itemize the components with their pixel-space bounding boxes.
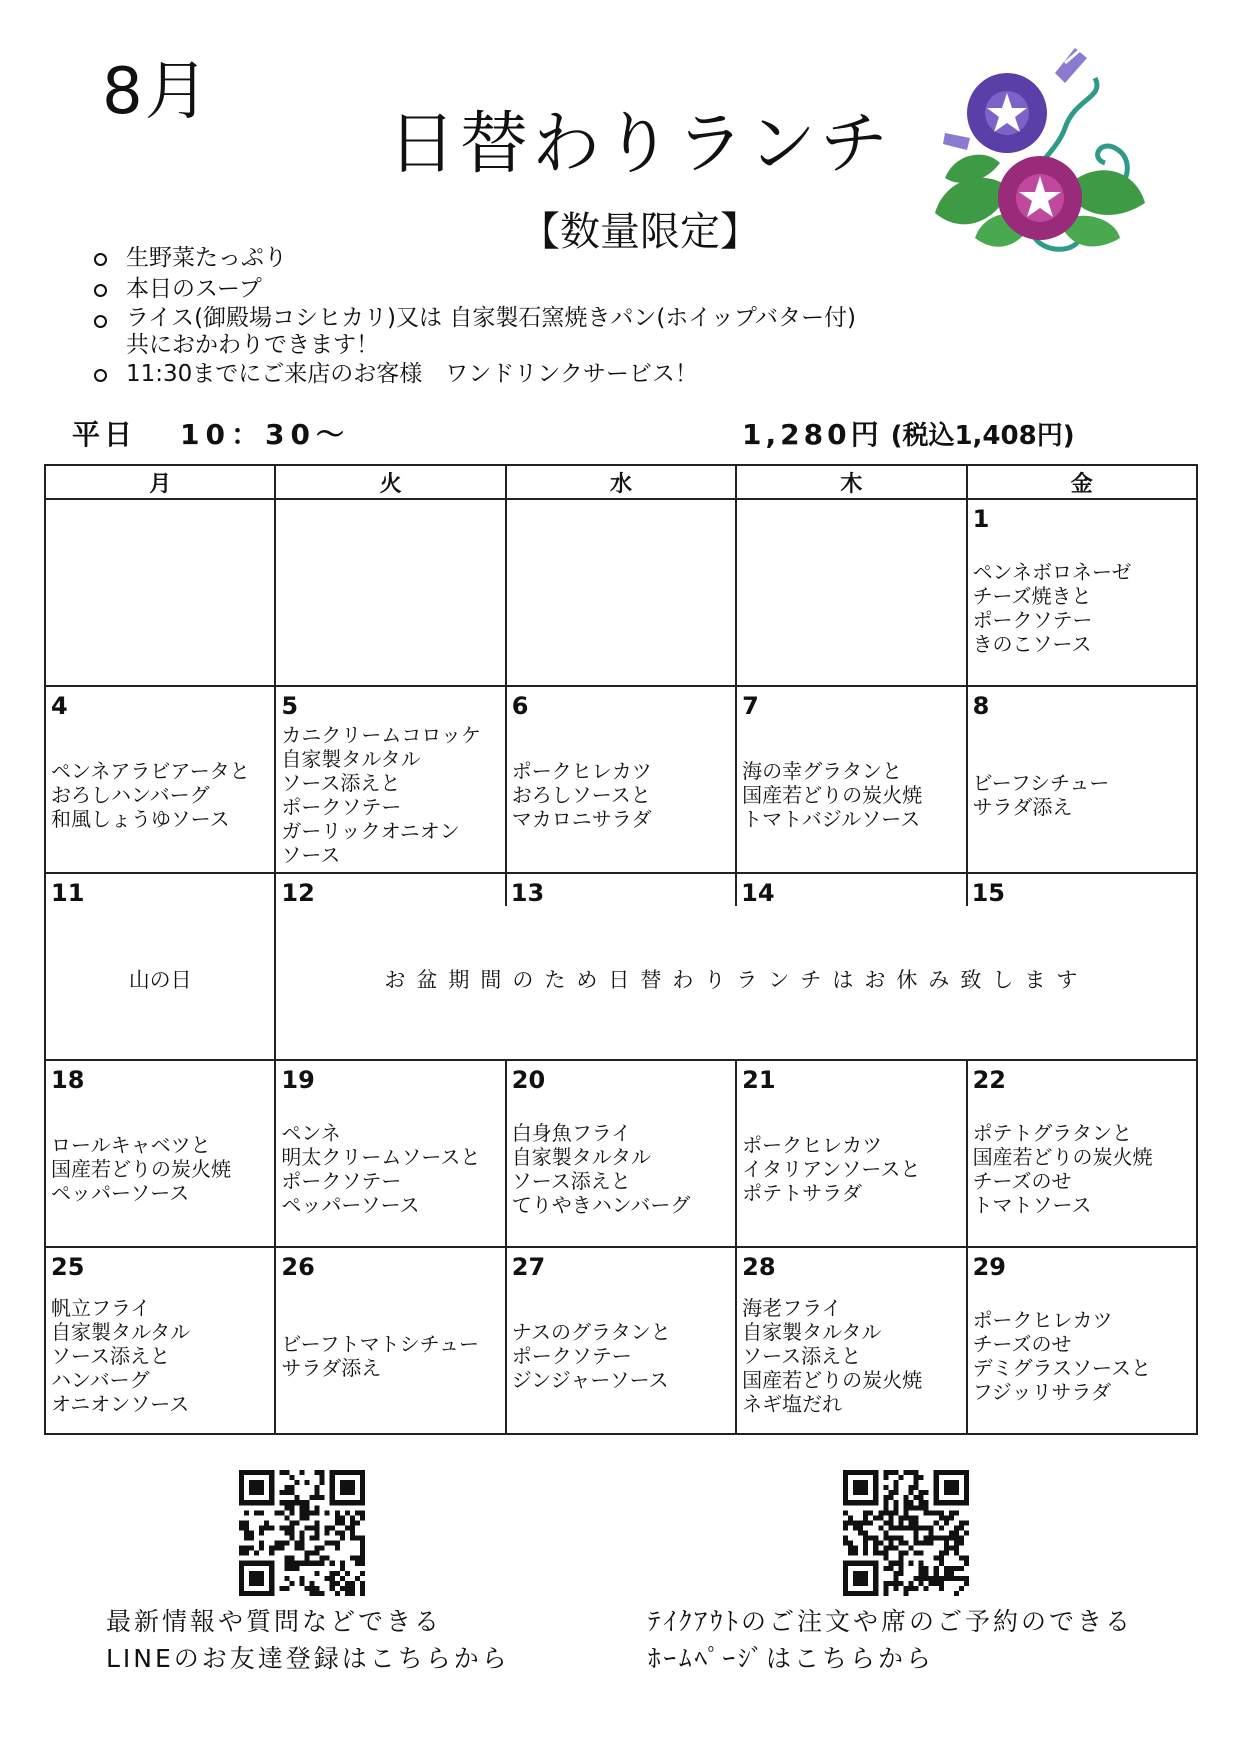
day-number: 29 [972, 1253, 1006, 1281]
feature-item: ライス(御殿場コシヒカリ)又は 自家製石窯焼きパン(ホイップバター付) 共におかわりできます！ [92, 305, 856, 359]
menu-line: ソース添えと [51, 1343, 170, 1368]
day-divider [966, 874, 968, 906]
day-number: 22 [972, 1066, 1006, 1094]
calendar-day-cell [967, 686, 1197, 873]
hours-label [72, 413, 350, 453]
day-number: 12 [281, 879, 315, 907]
calendar-day-cell [736, 1060, 966, 1247]
weekday-header: 月 [45, 465, 275, 499]
menu-line: 白身魚フライ [511, 1120, 632, 1145]
lunch-calendar [44, 464, 1198, 1435]
day-divider [735, 874, 737, 906]
menu-text [742, 1061, 963, 1246]
menu-line: ソース添えと [742, 1343, 862, 1368]
calendar-day-cell [506, 1060, 736, 1247]
menu-line: 自家製タルタル [281, 746, 421, 771]
day-number: 21 [742, 1066, 776, 1094]
features-list [92, 243, 856, 390]
menu-line: 明太クリームソースと [281, 1144, 481, 1169]
menu-line: チーズのせ [972, 1331, 1072, 1356]
calendar-day-cell [967, 1060, 1197, 1247]
menu-text [742, 687, 963, 872]
weekday-header: 火 [275, 465, 505, 499]
day-number: 28 [742, 1253, 776, 1281]
calendar-day-cell [275, 686, 505, 873]
day-number: 8 [972, 692, 990, 720]
menu-text [973, 687, 1194, 872]
weekday-header: 水 [506, 465, 736, 499]
homepage-caption-line1: ﾃｲｸｱｳﾄのご注文や席のご予約のできる [648, 1607, 1134, 1636]
menu-line: 自家製タルタル [51, 1319, 191, 1344]
menu-line: ナスのグラタンと [511, 1319, 671, 1344]
menu-line: ポークヒレカツ [972, 1307, 1113, 1332]
calendar-day-cell [45, 1247, 275, 1434]
day-number: 20 [511, 1066, 546, 1094]
day-number: 15 [971, 879, 1005, 907]
start-time: 10：30〜 [180, 418, 350, 451]
menu-line: ビーフトマトシチュー [281, 1331, 479, 1356]
feature-item: 生野菜たっぷり [92, 243, 856, 274]
menu-text [973, 1061, 1194, 1246]
menu-line: ポテトサラダ [742, 1180, 862, 1205]
day-divider [505, 874, 507, 906]
menu-line: デミグラスソースと [972, 1355, 1151, 1380]
calendar-day-cell [736, 1247, 966, 1434]
price-label [742, 413, 1075, 453]
menu-text [51, 1061, 272, 1246]
menu-line: 自家製タルタル [511, 1144, 651, 1169]
line-caption-line2: LINEのお友達登録はこちらから [106, 1644, 510, 1673]
day-number: 7 [742, 692, 759, 720]
calendar-day-cell [45, 499, 275, 686]
menu-line: 和風しょうゆソース [51, 806, 230, 831]
menu-line: きのこソース [972, 631, 1092, 656]
calendar-day-cell [736, 686, 966, 873]
limited-quantity-label: 【数量限定】 [520, 209, 760, 255]
menu-line: 国産若どりの炭火焼 [972, 1144, 1153, 1169]
calendar-day-cell [275, 1060, 505, 1247]
weekday-header: 木 [736, 465, 966, 499]
menu-line: てりやきハンバーグ [511, 1192, 691, 1217]
menu-text [51, 687, 272, 872]
calendar-day-cell [736, 499, 966, 686]
menu-line: ペッパーソース [51, 1180, 190, 1205]
day-number: 19 [281, 1066, 315, 1094]
menu-line: トマトソース [972, 1192, 1092, 1217]
menu-line: ソース添えと [511, 1168, 631, 1193]
menu-line: 帆立フライ [51, 1295, 151, 1320]
menu-text [742, 1248, 963, 1433]
menu-text [51, 1248, 272, 1433]
menu-line: ソース [281, 842, 341, 867]
day-number: 6 [511, 692, 529, 720]
morning-glory-icon [915, 38, 1165, 263]
menu-line: ソース添えと [281, 770, 401, 795]
day-number: 1 [972, 505, 990, 533]
menu-line: ポークソテー [972, 607, 1093, 632]
calendar-week-row [45, 499, 1197, 686]
menu-line: 国産若どりの炭火焼 [51, 1156, 231, 1181]
calendar-day-cell [506, 1247, 736, 1434]
calendar-day-cell [45, 686, 275, 873]
calendar-day-cell [506, 686, 736, 873]
calendar-week-row [45, 686, 1197, 873]
menu-line: ハンバーグ [51, 1367, 150, 1392]
calendar-day-cell [967, 1247, 1197, 1434]
menu-line: ペンネ [281, 1120, 341, 1145]
day-number: 26 [281, 1253, 315, 1281]
calendar-day-cell [506, 873, 736, 1060]
menu-line: 海の幸グラタンと [742, 758, 902, 783]
calendar-week-row [45, 1060, 1197, 1247]
calendar-day-cell [736, 873, 966, 1060]
menu-line: ペンネボロネーゼ [972, 559, 1132, 584]
calendar-day-cell [275, 1247, 505, 1434]
calendar-day-cell [275, 499, 505, 686]
menu-line: ネギ塩だれ [742, 1391, 843, 1416]
menu-line: 自家製タルタル [742, 1319, 882, 1344]
day-number: 18 [51, 1066, 85, 1094]
day-number: 5 [281, 692, 299, 720]
homepage-caption-line2: ﾎｰﾑﾍﾟｰｼﾞはこちらから [648, 1644, 935, 1673]
menu-line: サラダ添え [972, 794, 1073, 819]
weekday-label: 平日 [72, 418, 137, 451]
menu-line: イタリアンソースと [742, 1156, 921, 1181]
menu-text [281, 687, 502, 872]
menu-line: チーズ焼きと [972, 583, 1092, 608]
menu-line: トマトバジルソース [742, 806, 921, 831]
feature-item: 本日のスープ [92, 274, 856, 305]
menu-line: サラダ添え [281, 1355, 382, 1380]
calendar-day-cell [506, 499, 736, 686]
menu-line: おろしソースと [511, 782, 651, 807]
calendar-week-row [45, 1247, 1197, 1434]
homepage-caption [648, 1603, 1133, 1677]
menu-text [973, 1248, 1194, 1433]
menu-text [281, 1248, 502, 1433]
day-number: 13 [510, 879, 545, 907]
weekday-header: 金 [967, 465, 1197, 499]
menu-line: ポークヒレカツ [511, 758, 652, 783]
menu-line: ロールキャベツと [51, 1132, 211, 1157]
calendar-day-cell [45, 873, 275, 1060]
month-label: 8月 [102, 55, 211, 129]
menu-line: ペンネアラビアータと [51, 758, 250, 783]
menu-text [512, 1248, 733, 1433]
line-caption-line1: 最新情報や質問などできる [106, 1607, 443, 1636]
line-qr-code-icon[interactable] [234, 1470, 370, 1596]
holiday-label: 山の日 [128, 968, 192, 992]
price-tax: (税込1,408円) [890, 421, 1075, 451]
menu-line: ポークソテー [281, 794, 402, 819]
menu-line: ポークソテー [511, 1343, 632, 1368]
menu-text [281, 1061, 502, 1246]
menu-line: フジッリサラダ [972, 1379, 1112, 1404]
day-number: 14 [741, 879, 775, 907]
menu-line: ジンジャーソース [511, 1367, 669, 1392]
menu-line: チーズのせ [972, 1168, 1072, 1193]
calendar-week-row [45, 873, 1197, 1060]
weekday-header-row [45, 465, 1197, 499]
feature-item: 11:30までにご来店のお客様 ワンドリンクサービス！ [92, 359, 856, 390]
menu-line: ポークソテー [281, 1168, 402, 1193]
day-number: 4 [51, 692, 68, 720]
menu-line: ポークヒレカツ [742, 1132, 883, 1157]
menu-line: ビーフシチュー [972, 770, 1110, 795]
menu-line: ペッパーソース [281, 1192, 420, 1217]
menu-line: 国産若どりの炭火焼 [742, 1367, 923, 1392]
homepage-qr-code-icon[interactable] [838, 1470, 974, 1596]
day-number: 25 [51, 1253, 85, 1281]
menu-line: おろしハンバーグ [51, 782, 210, 807]
obon-closure-notice: お盆期間のため日替わりランチはお休み致します [384, 968, 1089, 992]
menu-line: 国産若どりの炭火焼 [742, 782, 923, 807]
day-number: 27 [511, 1253, 546, 1281]
menu-text [973, 500, 1194, 685]
menu-line: ポテトグラタンと [972, 1120, 1132, 1145]
menu-line: カニクリームコロッケ [281, 722, 481, 747]
menu-text [512, 687, 733, 872]
menu-line: ガーリックオニオン [281, 818, 460, 843]
page-title: 日替わりランチ [387, 105, 892, 184]
day-number: 11 [51, 879, 85, 907]
calendar-day-cell [967, 499, 1197, 686]
line-caption [106, 1603, 510, 1677]
calendar-day-cell [967, 873, 1197, 1060]
menu-text [512, 1061, 733, 1246]
menu-line: オニオンソース [51, 1391, 190, 1416]
menu-line: マカロニサラダ [511, 806, 652, 831]
menu-line: 海老フライ [742, 1295, 842, 1320]
calendar-day-cell [45, 1060, 275, 1247]
price-main: 1,280円 [742, 418, 883, 451]
